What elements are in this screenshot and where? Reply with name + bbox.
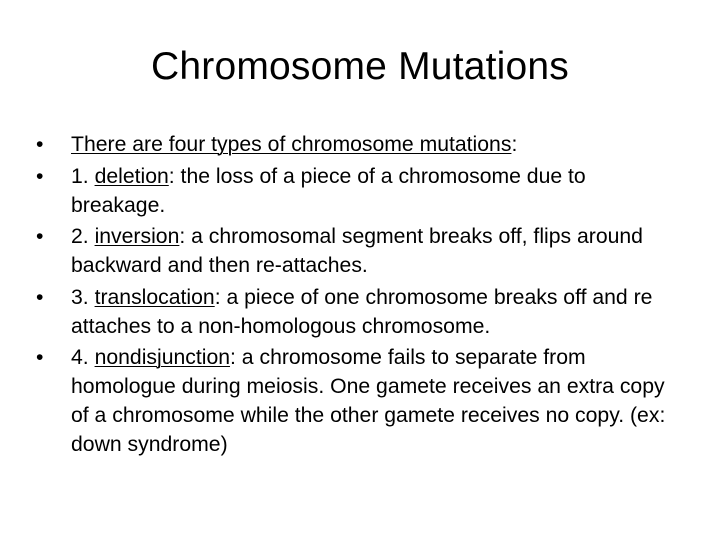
bullet-prefix: 3.	[71, 285, 95, 309]
bullet-item-deletion	[36, 162, 684, 220]
bullet-term: inversion	[94, 225, 180, 248]
bullet-prefix: 4.	[71, 346, 95, 369]
bullet-text: : a piece of one chromosome breaks off and re attaches to a non-homologous chromosome.	[71, 285, 653, 338]
bullet-dot-icon: •	[36, 346, 44, 369]
bullet-term: nondisjunction	[94, 346, 231, 369]
bullet-text: : a chromosome fails to separate from homologue during meiosis. One gamete receives an extra copy of a chromosome while the other gamete receives no copy. (ex: down syndrome)	[71, 346, 666, 456]
bullet-term: deletion	[94, 164, 169, 188]
bullet-dot-icon: •	[36, 285, 44, 309]
bullet-list	[36, 130, 684, 462]
bullet-item-translocation	[36, 283, 684, 341]
bullet-item-inversion	[36, 222, 684, 280]
bullet-term: translocation	[94, 285, 215, 309]
bullet-prefix: 1.	[71, 164, 95, 188]
bullet-item-intro	[36, 130, 684, 159]
bullet-dot-icon: •	[36, 164, 44, 188]
bullet-item-nondisjunction	[36, 343, 684, 459]
bullet-dot-icon: •	[36, 133, 44, 156]
slide-title: Chromosome Mutations	[151, 45, 569, 88]
bullet-dot-icon: •	[36, 225, 44, 248]
bullet-text: :	[511, 133, 518, 156]
bullet-prefix: 2.	[71, 225, 95, 248]
bullet-text: : the loss of a piece of a chromosome due to breakage.	[71, 164, 586, 217]
bullet-term: There are four types of chromosome mutations	[71, 133, 512, 156]
bullet-text: : a chromosomal segment breaks off, flips around backward and then re-attaches.	[71, 225, 643, 277]
